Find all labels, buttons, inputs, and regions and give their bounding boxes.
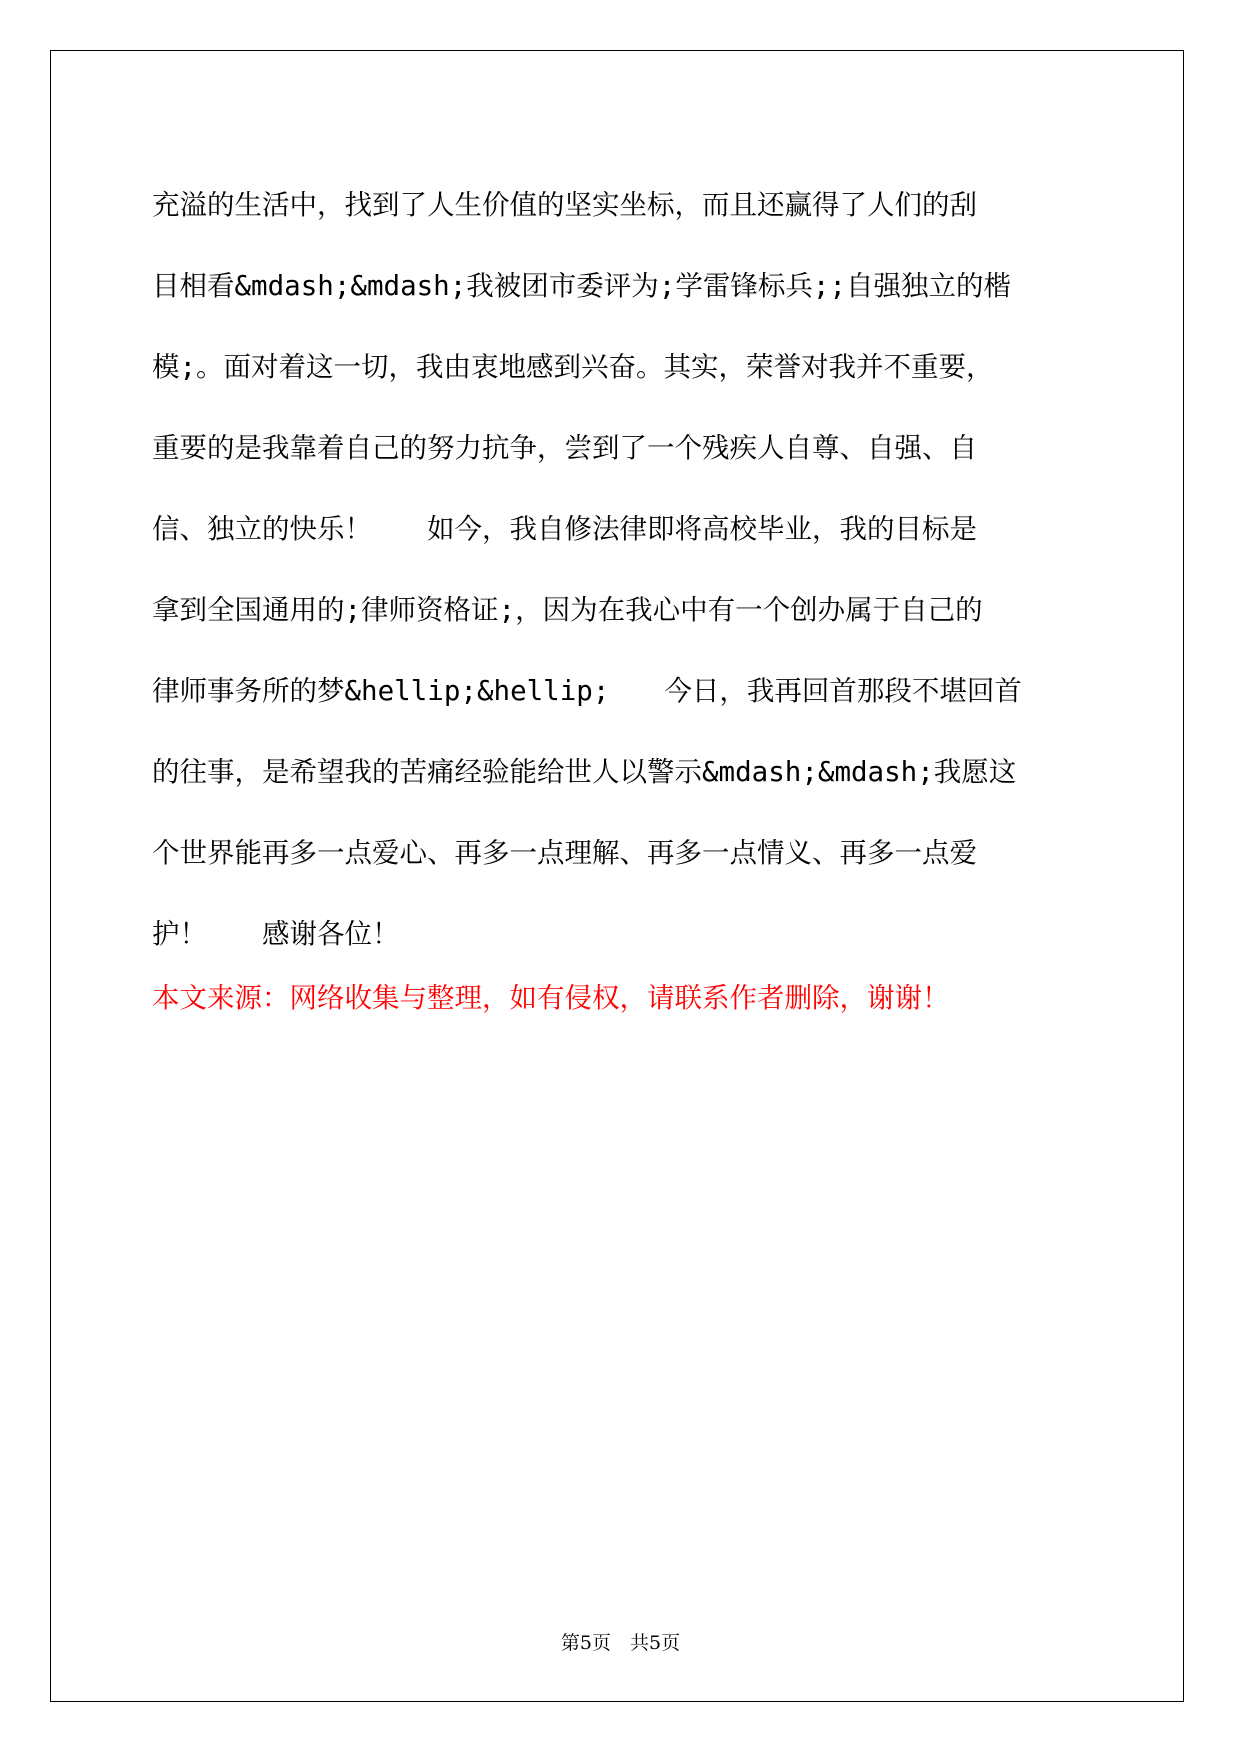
- body-line: 的往事，是希望我的苦痛经验能给世人以警示&mdash;&mdash;我愿这: [152, 756, 1017, 788]
- body-line: 模;。面对着这一切，我由衷地感到兴奋。其实，荣誉对我并不重要，: [152, 351, 994, 383]
- body-line: 拿到全国通用的;律师资格证;，因为在我心中有一个创办属于自己的: [152, 594, 983, 626]
- body-line: 重要的是我靠着自己的努力抗争，尝到了一个残疾人自尊、自强、自: [152, 432, 977, 464]
- body-line: 目相看&mdash;&mdash;我被团市委评为;学雷锋标兵;;自强独立的楷: [152, 270, 1011, 302]
- document-body: [152, 165, 1092, 975]
- source-note: 本文来源：网络收集与整理，如有侵权，请联系作者删除，谢谢！: [152, 982, 950, 1014]
- body-line: 护！ 感谢各位！: [152, 918, 400, 950]
- body-line: 个世界能再多一点爱心、再多一点理解、再多一点情义、再多一点爱: [152, 837, 977, 869]
- body-line: 律师事务所的梦&hellip;&hellip; 今日，我再回首那段不堪回首: [152, 675, 1022, 707]
- body-line: 信、独立的快乐！ 如今，我自修法律即将高校毕业，我的目标是: [152, 513, 977, 545]
- body-line: 充溢的生活中，找到了人生价值的坚实坐标，而且还赢得了人们的刮: [152, 189, 977, 221]
- page-number: 第5页 共5页: [560, 1632, 681, 1654]
